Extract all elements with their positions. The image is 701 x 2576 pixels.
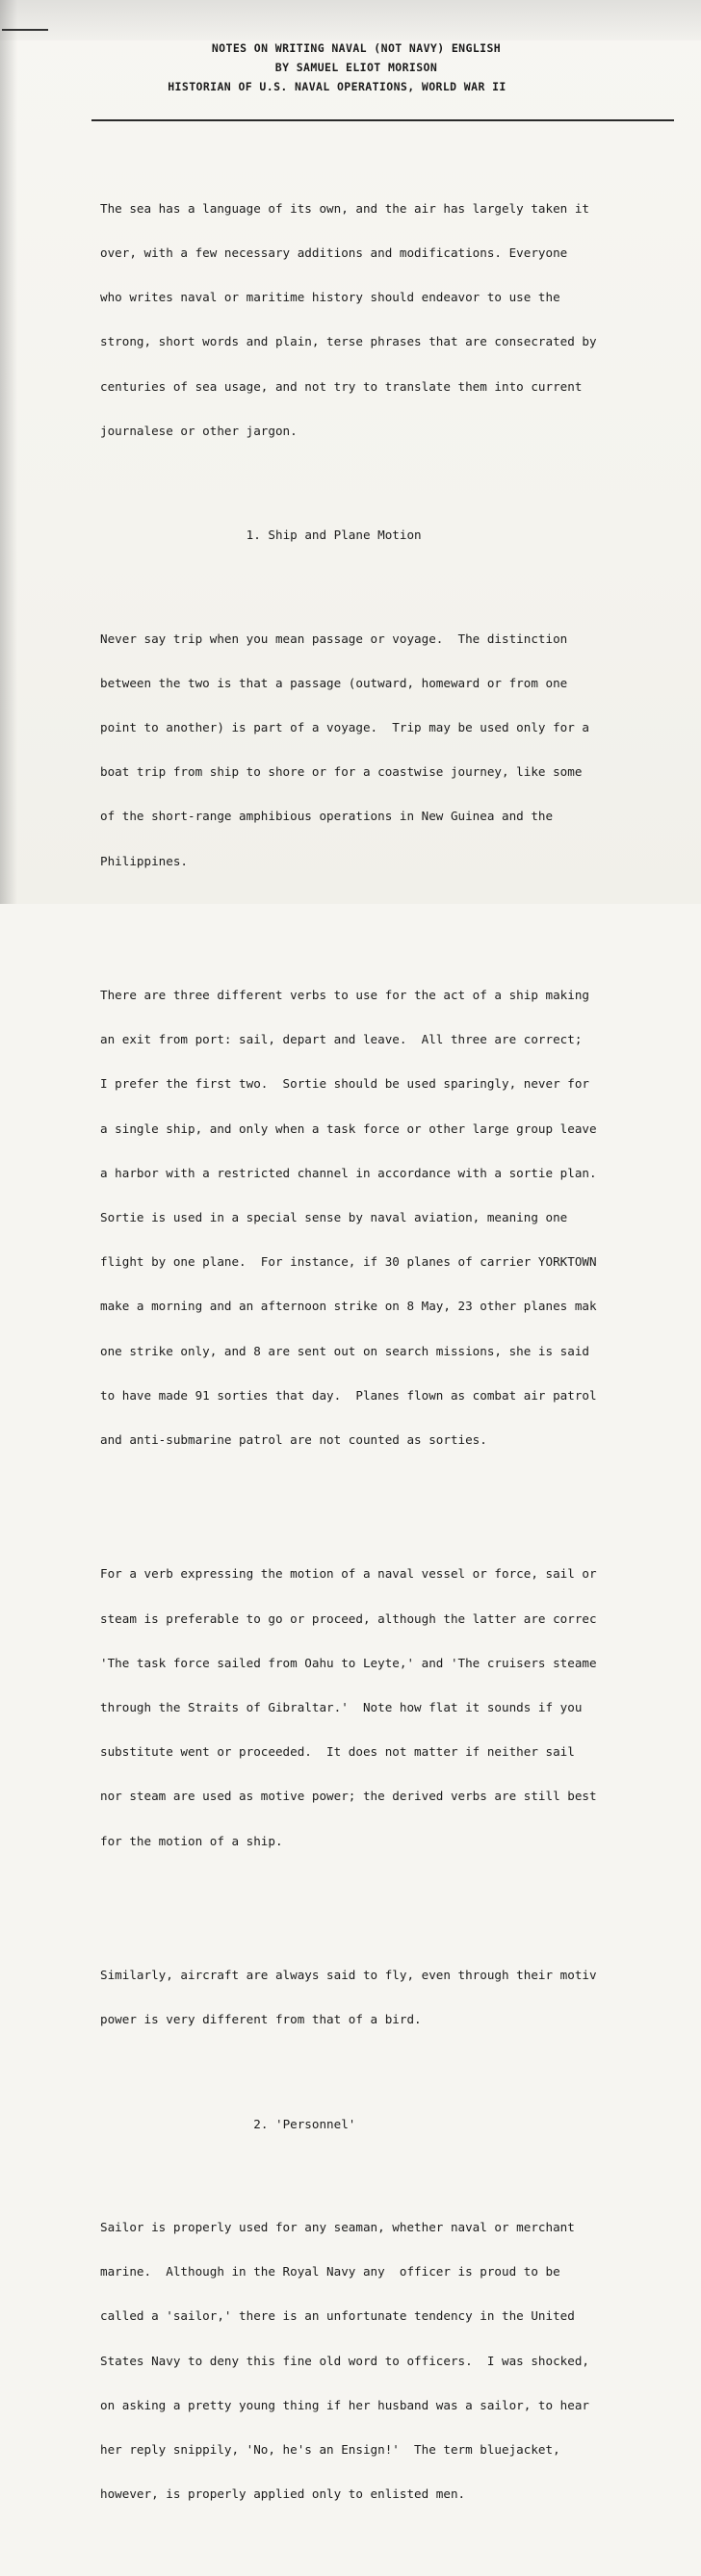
text-line: who writes naval or maritime history should endeavor to use the — [100, 290, 560, 305]
text-line: to have made 91 sorties that day. Planes flown as combat air patrol — [100, 1387, 597, 1403]
text-line: one strike only, and 8 are sent out on search missions, she is said — [100, 1343, 589, 1358]
text-line: on asking a pretty young thing if her husband was a sailor, to hear — [100, 2397, 589, 2412]
paragraph-intro — [100, 171, 678, 468]
text-line: There are three different verbs to use for the act of a ship making — [100, 987, 589, 1002]
text-line: The sea has a language of its own, and the air has largely taken it — [100, 200, 589, 216]
paragraph-sail-steam — [100, 1537, 678, 1878]
text-line: 'The task force sailed from Oahu to Leyte,' and 'The cruisers steame — [100, 1655, 597, 1670]
text-line: her reply snippily, 'No, he's an Ensign!' The term bluejacket, — [100, 2442, 560, 2458]
document-subtitle: HISTORIAN OF U.S. NAVAL OPERATIONS, WORLD WAR II — [168, 80, 506, 93]
text-line: power is very different from that of a bird. — [100, 2012, 422, 2027]
paragraph-sortie — [100, 958, 678, 1477]
text-line: centuries of sea usage, and not try to translate them into current — [100, 378, 583, 394]
text-line: Sailor is properly used for any seaman, whether naval or merchant — [100, 2220, 575, 2235]
text-line: I prefer the first two. Sortie should be used sparingly, never for — [100, 1076, 589, 1092]
text-line: over, with a few necessary additions and modifications. Everyone — [100, 245, 568, 260]
text-line: of the short-range amphibious operations in New Guinea and the — [100, 809, 554, 824]
scan-shadow-left — [0, 0, 17, 904]
section-heading-1: 1. Ship and Plane Motion — [246, 528, 422, 543]
text-line: marine. Although in the Royal Navy any officer is proud to be — [100, 2264, 560, 2280]
text-line: make a morning and an afternoon strike on 8 May, 23 other planes mak — [100, 1299, 597, 1314]
paragraph-trip — [100, 602, 678, 898]
text-line: Never say trip when you mean passage or voyage. The distinction — [100, 631, 568, 646]
text-line: and anti-submarine patrol are not counted as sorties. — [100, 1432, 487, 1448]
text-line: strong, short words and plain, terse phrases that are consecrated by — [100, 334, 597, 349]
text-line: between the two is that a passage (outward, homeward or from one — [100, 675, 568, 690]
text-line: called a 'sailor,' there is an unfortunate tendency in the United — [100, 2308, 575, 2324]
paragraph-fly — [100, 1938, 678, 2056]
text-line: States Navy to deny this fine old word to officers. I was shocked, — [100, 2353, 589, 2368]
document-header — [87, 39, 626, 96]
text-line: nor steam are used as motive power; the derived verbs are still best — [100, 1789, 597, 1804]
text-line: point to another) is part of a voyage. Trip may be used only for a — [100, 720, 589, 735]
text-line: for the motion of a ship. — [100, 1833, 283, 1848]
document-author: BY SAMUEL ELIOT MORISON — [274, 61, 438, 74]
margin-mark — [2, 29, 48, 31]
scan-shadow-top — [0, 0, 701, 40]
text-line: Similarly, aircraft are always said to fly, even through their motiv — [100, 1967, 597, 1982]
text-line: substitute went or proceeded. It does not matter if neither sail — [100, 1744, 575, 1760]
text-line: an exit from port: sail, depart and leave. All three are correct; — [100, 1032, 583, 1047]
text-line: a single ship, and only when a task force or other large group leave — [100, 1121, 597, 1136]
text-line: through the Straits of Gibraltar.' Note how flat it sounds if you — [100, 1700, 583, 1715]
text-line: however, is properly applied only to enlisted men. — [100, 2486, 466, 2502]
document-title: NOTES ON WRITING NAVAL (NOT NAVY) ENGLISH — [211, 41, 502, 55]
section-heading-2: 2. 'Personnel' — [253, 2116, 356, 2131]
paragraph-sailor — [100, 2190, 678, 2531]
text-line: flight by one plane. For instance, if 30 planes of carrier YORKTOWN — [100, 1254, 597, 1270]
text-line: For a verb expressing the motion of a naval vessel or force, sail or — [100, 1566, 597, 1582]
text-line: Philippines. — [100, 853, 188, 868]
text-line: journalese or other jargon. — [100, 423, 298, 438]
document-body — [100, 142, 678, 2576]
text-line: a harbor with a restricted channel in accordance with a sortie plan. — [100, 1165, 597, 1180]
text-line: boat trip from ship to shore or for a coastwise journey, like some — [100, 764, 583, 780]
header-rule — [91, 119, 674, 121]
text-line: steam is preferable to go or proceed, although the latter are correc — [100, 1610, 597, 1626]
text-line: Sortie is used in a special sense by naval aviation, meaning one — [100, 1210, 568, 1225]
